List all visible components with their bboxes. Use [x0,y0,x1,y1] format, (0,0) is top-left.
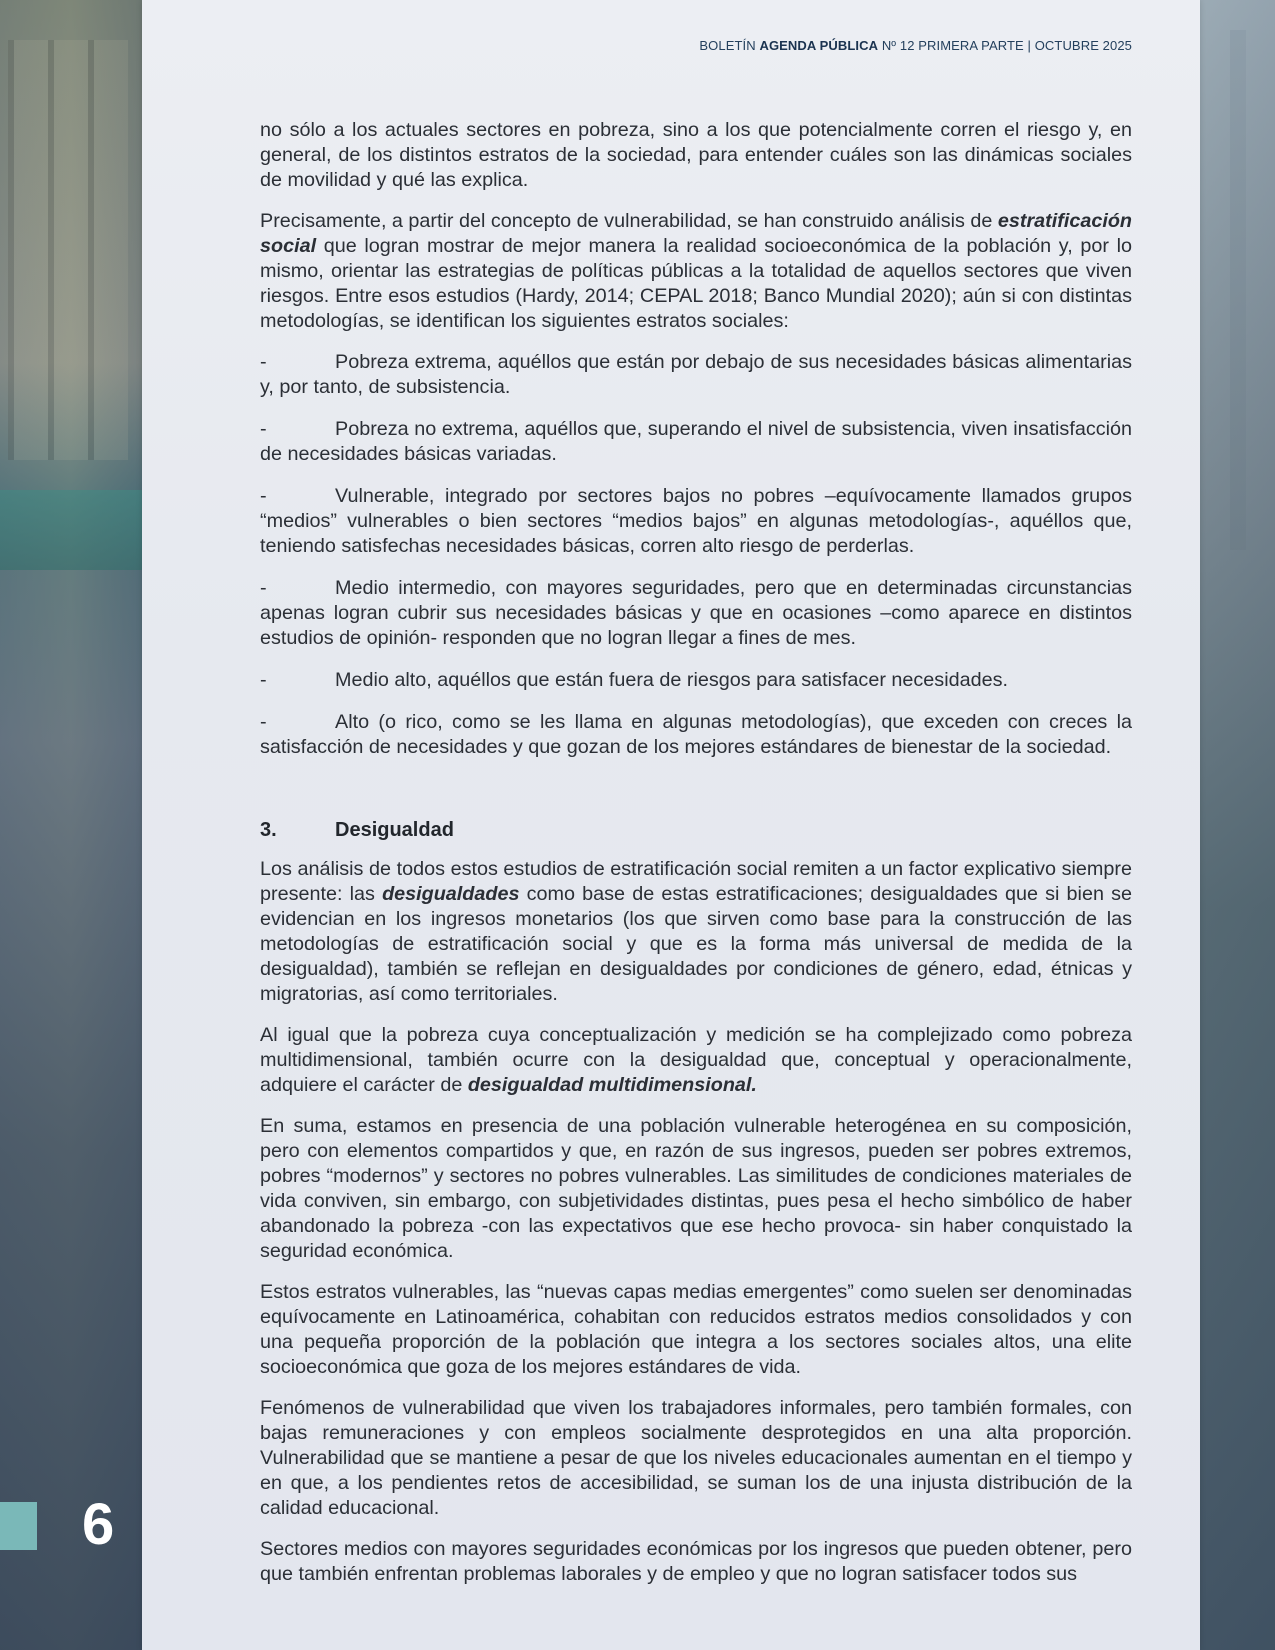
page-sheet [142,0,1200,1650]
paragraph: Precisamente, a partir del concepto de vulnerabilidad, se han construido análisis de estratificación social que logran mostrar de mejor manera la realidad socioeconómica de la población y, por lo mismo, orientar las estrategias de políticas públicas a la totalidad de aquellos sectores que viven riesgos. Entre esos estudios (Hardy, 2014; CEPAL 2018; Banco Mundial 2020); aún si con distintas metodologías, se identifican los siguientes estratos sociales: [260,210,1132,332]
paragraph: Los análisis de todos estos estudios de estratificación social remiten a un factor explicativo siempre presente: las desigualdades como base de estas estratificaciones; desigualdades que si bien se evidencian en los ingresos monetarios (los que sirven como base para la construcción de las metodologías de estratificación social y que es la forma más universal de medida de la desigualdad), también se reflejan en desigualdades por condiciones de género, edad, étnicas y migratorias, así como territoriales. [260,858,1132,1005]
list-item: - Alto (o rico, como se les llama en algunas metodologías), que exceden con creces la satisfacción de necesidades y que gozan de los mejores estándares de bienestar de la sociedad. [260,711,1132,758]
emphasis-term: desigualdad multidimensional. [467,1074,757,1096]
paragraph: Sectores medios con mayores seguridades económicas por los ingresos que pueden obtener, pero que también enfrentan problemas laborales y de empleo y que no logran satisfacer todos sus [260,1538,1132,1585]
paragraph: Al igual que la pobreza cuya conceptualización y medición se ha complejizado como pobreza multidimensional, también ocurre con la desigualdad que, conceptual y operacionalmente, adquiere el carácter de desigualdad multidimensional. [260,1024,1132,1096]
header-suffix: Nº 12 PRIMERA PARTE | OCTUBRE 2025 [878,38,1132,53]
running-header [699,38,1132,53]
building-facade-image [8,40,128,460]
header-brand: AGENDA PÚBLICA [759,38,879,53]
bus-image [0,490,142,570]
emphasis-term: desigualdades [382,883,520,905]
emphasis-term: estratificación social [260,210,1132,257]
section-number: 3. [260,819,277,841]
paragraph: Estos estratos vulnerables, las “nuevas capas medias emergentes” como suelen ser denominadas equívocamente en Latinoamérica, cohabitan con reducidos estratos medios consolidados y con una pequeña proporción de la población que integra a los sectores sociales altos, una elite socioeconómica que goza de los mejores estándares de vida. [260,1281,1132,1378]
list-item: - Pobreza extrema, aquéllos que están por debajo de sus necesidades básicas alimentarias y, por tanto, de subsistencia. [260,351,1132,398]
section-heading [260,817,1132,843]
page-number-tab [0,1502,37,1550]
background-photo-left [0,0,142,1650]
list-item: - Medio alto, aquéllos que están fuera de riesgos para satisfacer necesidades. [260,669,1008,691]
paragraph: no sólo a los actuales sectores en pobreza, sino a los que potencialmente corren el riesgo y, en general, de los distintos estratos de la sociedad, para entender cuáles son las dinámicas sociales de movilidad y qué las explica. [260,119,1132,191]
list-item: - Medio intermedio, con mayores seguridades, pero que en determinadas circunstancias apenas logran cubrir sus necesidades básicas y que en ocasiones –como aparece en distintos estudios de opinión- responden que no logran llegar a fines de mes. [260,577,1132,649]
paragraph: Fenómenos de vulnerabilidad que viven los trabajadores informales, pero también formales, con bajas remuneraciones y con empleos socialmente desprotegidos en una alta proporción. Vulnerabilidad que se mantiene a pesar de que los niveles educacionales aumentan en el tiempo y en que, a los pendientes retos de accesibilidad, se suman los de una injusta distribución de la calidad educacional. [260,1397,1132,1519]
paragraph: En suma, estamos en presencia de una población vulnerable heterogénea en su composición, pero con elementos compartidos y que, en razón de sus ingresos, pueden ser pobres extremos, pobres “modernos” y sectores no pobres vulnerables. Las similitudes de condiciones materiales de vida conviven, sin embargo, con subjetividades distintas, pues pesa el hecho simbólico de haber abandonado la pobreza -con las expectativos que ese hecho provoca- sin haber conquistado la seguridad económica. [260,1115,1132,1262]
header-prefix: BOLETÍN [699,38,760,53]
background-photo-right [1200,0,1275,1650]
list-item: - Pobreza no extrema, aquéllos que, superando el nivel de subsistencia, viven insatisfacción de necesidades básicas variadas. [260,418,1132,465]
list-item: - Vulnerable, integrado por sectores bajos no pobres –equívocamente llamados grupos “medios” vulnerables o bien sectores “medios bajos” en algunas metodologías-, aquéllos que, teniendo satisfechas necesidades básicas, corren alto riesgo de perderlas. [260,485,1132,557]
section-title: Desigualdad [335,819,454,841]
tower-image [1230,30,1246,550]
body-text [260,118,1132,1603]
page-number: 6 [82,1492,115,1557]
